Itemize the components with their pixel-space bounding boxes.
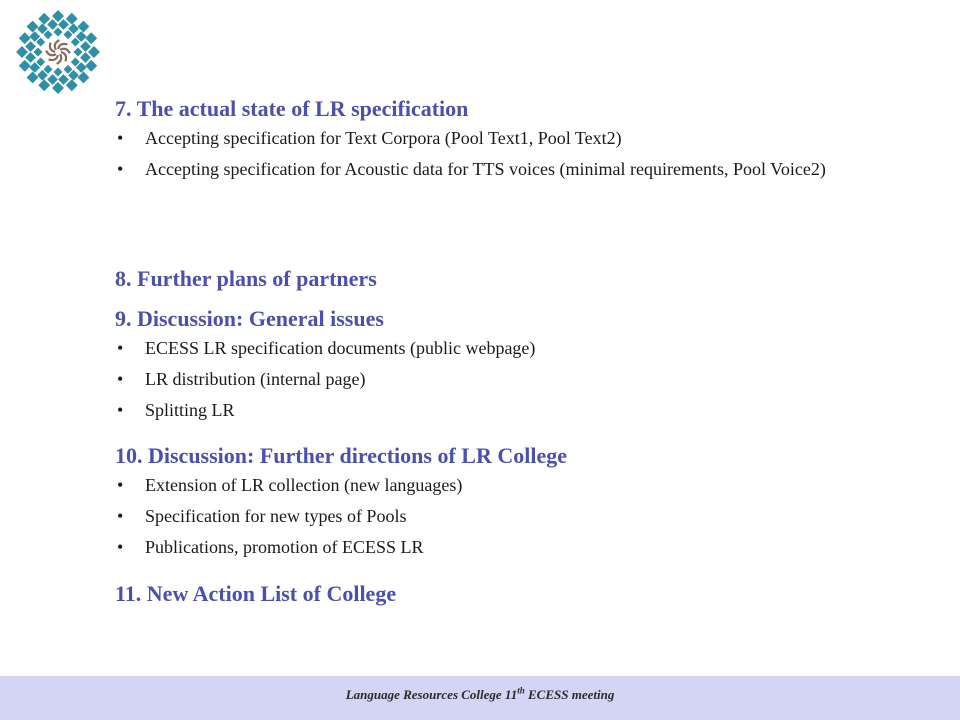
section-title: 11. New Action List of College [115,581,397,606]
logo-diamond [66,13,78,25]
ecess-logo-icon [16,10,100,94]
bullet-item: • ECESS LR specification documents (public webpage) [115,336,935,361]
agenda-section [115,96,935,266]
logo-diamond [47,74,58,85]
logo-diamond [47,19,58,30]
section-title: 7. The actual state of LR specification [115,96,469,121]
logo-diamond [38,79,50,91]
bullet-item: • Accepting specification for Text Corpora (Pool Text1, Pool Text2) [115,126,935,151]
logo-diamond [66,79,78,91]
bullet-item: • Specification for new types of Pools [115,504,935,529]
logo-diamond [16,46,28,58]
logo-diamond [27,72,39,84]
bullet-list [115,126,935,182]
section-title: 9. Discussion: General issues [115,306,384,331]
logo-diamond [25,52,36,63]
logo-diamond [78,72,90,84]
logo-diamond [88,46,100,58]
logo-diamond [27,21,39,33]
bullet-list [115,473,935,560]
logo-diamond [53,67,62,76]
agenda-section [115,581,935,607]
bullet-item: • LR distribution (internal page) [115,367,935,392]
footer-band [0,676,960,720]
bullet-item: • Accepting specification for Acoustic data for TTS voices (minimal requirements, Pool Voice2) [115,157,935,182]
agenda-content [115,96,935,607]
logo-diamond [33,47,42,56]
logo-diamond [58,74,69,85]
logo-diamond [52,10,64,22]
logo-diamond [58,19,69,30]
bullet-item: • Publications, promotion of ECESS LR [115,535,935,560]
logo-diamond [25,41,36,52]
logo-diamond [73,47,82,56]
logo-diamond [85,32,97,44]
footer-text: Language Resources College 11th ECESS meeting [345,686,615,703]
bullet-item: • Splitting LR [115,398,935,423]
logo-diamond [80,52,91,63]
agenda-section [115,443,935,581]
logo-diamond [38,13,50,25]
agenda-section [115,266,935,306]
bullet-list [115,336,935,423]
section-title: 8. Further plans of partners [115,266,377,291]
logo-diamond [19,60,31,72]
logo-diamond [78,21,90,33]
agenda-section [115,306,935,443]
logo-diamond [53,27,62,36]
bullet-item: • Extension of LR collection (new languages) [115,473,935,498]
logo-diamond [19,32,31,44]
logo-diamond [52,82,64,94]
logo-diamond [85,60,97,72]
logo-diamond [80,41,91,52]
section-title: 10. Discussion: Further directions of LR College [115,443,567,468]
